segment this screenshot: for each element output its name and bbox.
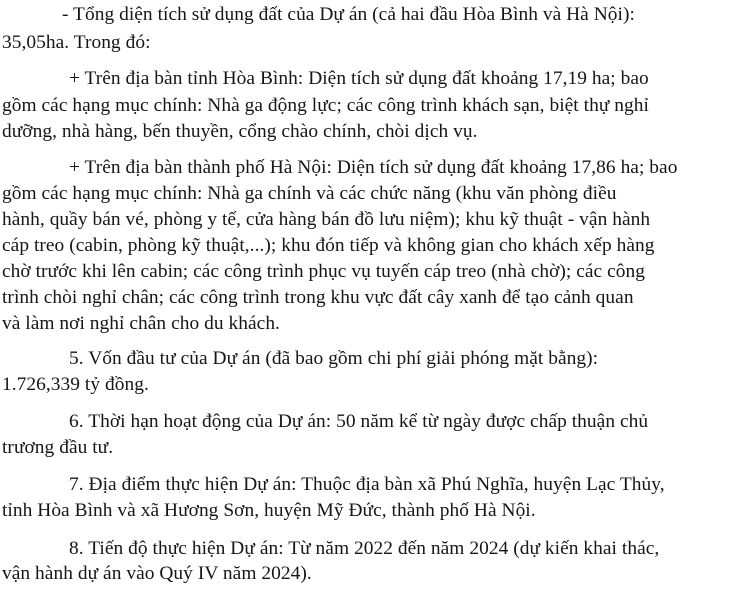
text-line: dưỡng, nhà hàng, bến thuyền, cổng chào chính, chòi dịch vụ. — [2, 121, 478, 142]
text-line: tỉnh Hòa Bình và xã Hương Sơn, huyện Mỹ Đức, thành phố Hà Nội. — [2, 500, 536, 521]
text-line: hành, quầy bán vé, phòng y tế, cửa hàng bán đồ lưu niệm); khu kỹ thuật - vận hành — [2, 209, 651, 230]
text-line: 6. Thời hạn hoạt động của Dự án: 50 năm kể từ ngày được chấp thuận chủ — [69, 411, 649, 432]
text-line: gồm các hạng mục chính: Nhà ga động lực; các công trình khách sạn, biệt thự nghỉ — [2, 95, 649, 116]
text-line: - Tổng diện tích sử dụng đất của Dự án (cả hai đầu Hòa Bình và Hà Nội): — [62, 4, 635, 25]
text-line: trương đầu tư. — [2, 437, 114, 458]
text-line: cáp treo (cabin, phòng kỹ thuật,...); khu đón tiếp và không gian cho khách xếp hàng — [2, 235, 655, 256]
text-line: và làm nơi nghỉ chân cho du khách. — [2, 313, 280, 334]
text-line: 5. Vốn đầu tư của Dự án (đã bao gồm chi phí giải phóng mặt bằng): — [69, 348, 599, 369]
text-line: trình chòi nghỉ chân; các công trình trong khu vực đất cây xanh để tạo cảnh quan — [2, 287, 634, 308]
text-line: 8. Tiến độ thực hiện Dự án: Từ năm 2022 đến năm 2024 (dự kiến khai thác, — [69, 538, 660, 559]
text-line: gồm các hạng mục chính: Nhà ga chính và các chức năng (khu văn phòng điều — [2, 183, 617, 204]
text-line: vận hành dự án vào Quý IV năm 2024). — [2, 563, 312, 584]
text-line: 1.726,339 tỷ đồng. — [2, 374, 149, 395]
text-line: 35,05ha. Trong đó: — [2, 32, 151, 53]
text-line: chờ trước khi lên cabin; các công trình phục vụ tuyến cáp treo (nhà chờ); các công — [2, 261, 645, 282]
text-line: + Trên địa bàn thành phố Hà Nội: Diện tích sử dụng đất khoảng 17,86 ha; bao — [69, 157, 678, 178]
text-line: 7. Địa điểm thực hiện Dự án: Thuộc địa bàn xã Phú Nghĩa, huyện Lạc Thủy, — [69, 474, 665, 495]
text-line: + Trên địa bàn tỉnh Hòa Bình: Diện tích sử dụng đất khoảng 17,19 ha; bao — [69, 68, 649, 89]
